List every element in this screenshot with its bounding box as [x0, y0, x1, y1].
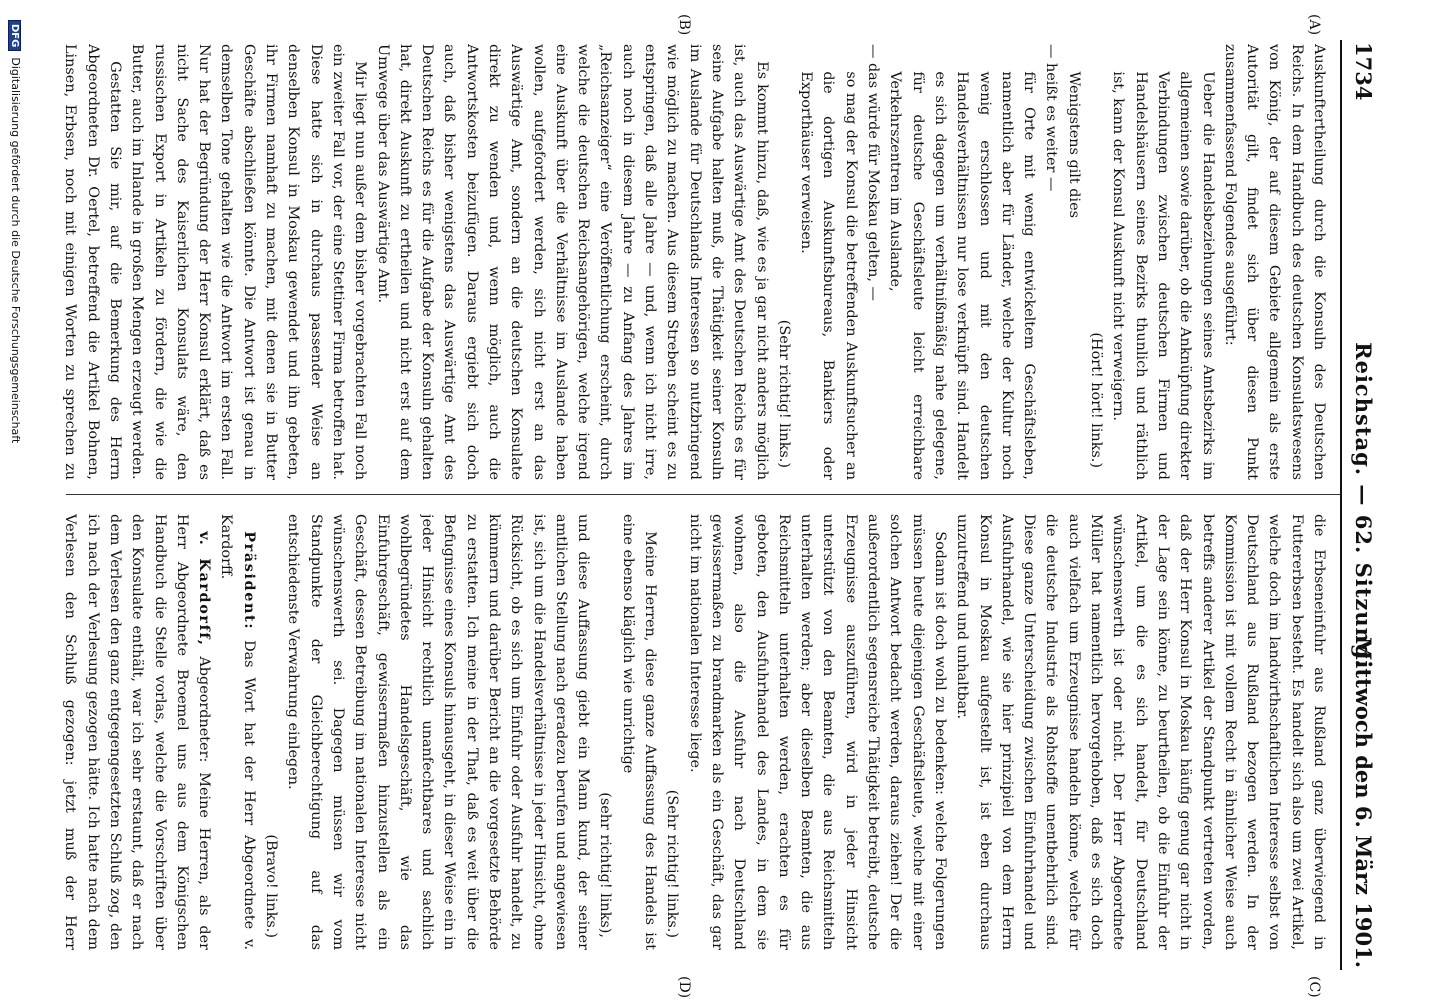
- right-column: [60, 514, 1330, 950]
- paragraph: Mir liegt nun außer dem bisher vorgebrachten Fall noch ein zweiter Fall vor, der eine Stettiner Firma betroffen hat. Diese hatte sich in durchaus passender Weise an denselben Konsul in Moskau gewendet und ihn gebeten, ihr Firmen namhaft zu machen, mit denen sie in Butter Geschäfte abschließen könnte. Die Antwort ist genau in demselben Tone gehalten wie die Antwort im ersten Fall. Nur hat der Begründung der Herr Konsul erklärt, daß es nicht Sache des Kaiserlichen Konsulats wäre, den russischen Export in Artikeln zu fördern, die wie die Butter, auch im Inlande in großen Mengen erzeugt werden.: [129, 44, 369, 480]
- speaker-role: Abgeordneter:: [196, 656, 213, 763]
- paragraph: und diese Auffassung giebt ein Mann kund, der seiner amtlichen Stellung nach geradezu berufen und angewiesen ist, sich um die Handelsverhältnisse in jeder Hinsicht, ohne Rücksicht, ob es sich um Einfuhr oder Ausfuhr handelt, zu kümmern und darüber Bericht an die vorgesetzte Behörde zu erstatten. Ich meine in der That, daß es weit über die Befugnisse eines Konsuls hinausgeht, in dieser Weise ein in jeder Hinsicht rechtlich unanfechtbares und sachlich wohlbegründetes Handelsgeschäft, wie das Einfuhrgeschäft, gewissermaßen hinzustellen als ein Geschäft, dessen Betreibung im nationalen Interesse nicht wünschenswerth sei. Dagegen müssen wir vom Standpunkte der Gleichberechtigung auf das entschiedenste Verwahrung einlegen.: [285, 514, 592, 950]
- page-header: [1348, 42, 1376, 968]
- paragraph: Es kommt hinzu, daß, wie es ja gar nicht anders möglich ist, auch das Auswärtige Amt des Deutschen Reichs es für seine Aufgabe halten muß, die Thätigkeit seiner Konsuln im Auslande für Deutschlands Interessen so nutzbringend wie möglich zu machen. Aus diesem Streben scheint es zu entspringen, daß alle Jahre — und, wenn ich nicht irre, auch noch in diesem Jahre — zu Anfang des Jahres im „Reichsanzeiger“ eine Veröffentlichung erscheint, durch welche die deutschen Reichsangehörigen, welche irgend eine Auskunft über die Verhältnisse im Auslande haben wollen, aufgefordert werden, sich nicht erst an das Auswärtige Amt, sondern an die deutschen Konsulate direkt zu wenden und, wenn möglich, auch die Antwortskosten beizufügen. Daraus ergiebt sich doch auch, daß bisher wenigstens das Auswärtige Amt des Deutschen Reichs es für die Aufgabe der Konsuln gehalten hat, direkt Auskunft zu ertheilen und nicht erst auf dem Umwege über das Auswärtige Amt.: [374, 44, 770, 480]
- interjection: (Sehr richtig! links.): [775, 319, 792, 468]
- speech-text: Meine Herren, als der Herr Abgeordnete Broemel uns aus dem Königschen Handbuch die Stelle vorlas, welche die Vorschriften über den Konsulate enthält, war ich sehr erstaunt, daß er nach dem Verlesen den ganz entgegengesetzten Schluß zog, den ich nach der Verlesung gezogen hätte. Ich hatte nach dem Verlesen den Schluß gezogen: jetzt muß der Herr: [62, 514, 213, 950]
- digitization-credit: [8, 20, 22, 443]
- dash-insert: — heißt es weiter —: [1043, 44, 1060, 192]
- speaker-name: Präsident:: [240, 531, 258, 631]
- credit-text: Digitalisierung gefördert durch die Deutsche Forschungsgemeinschaft: [9, 57, 22, 444]
- interjection: (Sehr richtig! links.): [664, 789, 681, 938]
- margin-marker-d: (D): [676, 976, 692, 999]
- speaker-name: v. Kardorff,: [196, 531, 214, 647]
- paragraph: Auskunftertheilung durch die Konsuln des Deutschen Reichs. In dem Handbuch des deutschen Konsulatswesens von König, der auf diesem Gebiete allgemein als erste Autorität gilt, findet sich über diesen Punkt zusammenfassend Folgendes ausgeführt:: [1221, 44, 1327, 480]
- session-date: Mittwoch den 6. März 1901.: [1351, 637, 1376, 968]
- quotation: so mag der Konsul die betreffenden Auskunftsucher an die dortigen Auskunftsbureaus, Bankiers oder Exporthäuser verweisen.: [798, 71, 859, 480]
- header-rule: [1340, 40, 1342, 970]
- margin-marker-a: (A): [1306, 14, 1322, 36]
- quotation: Wenigstens gilt dies: [1065, 71, 1082, 218]
- interjection: (Bravo! links.): [263, 834, 280, 938]
- column-divider: [66, 494, 1340, 495]
- dfg-logo: DFG: [8, 20, 21, 51]
- interjection: (Hört! hört! links.): [1088, 332, 1105, 468]
- speaker-turn: [60, 514, 215, 950]
- dash-insert: — das würde für Moskau gelten, —: [865, 44, 882, 301]
- paragraph: Gestatten Sie mir, auf die Bemerkung des Herrn Abgeordneten Dr. Oertel, betreffend die Artikel Bohnen, Linsen, Erbsen, noch mit einigen Worten zu sprechen zu: [62, 44, 123, 480]
- margin-marker-b: (B): [676, 14, 692, 36]
- paragraph: die Erbseneinfuhr aus Rußland ganz überwiegend in Futtererbsen besteht. Es handelt sich also um zwei Artikel, welche doch im landwirthschaftlichen Interesse selbst von Deutschland aus Rußland bezogen werden. In der Kommission ist mit vollem Recht in ähnlicher Weise auch betreffs anderer Artikel der Standpunkt vertreten worden, daß der Herr Konsul in Moskau häufig genug gar nicht in der Lage sein könne, zu beurtheilen, ob die Einfuhr der Artikel, um die es sich handelt, für Deutschland wünschenswerth ist oder nicht. Der Herr Abgeordnete Müller hat namentlich hervorgehoben, daß es sich doch auch vielfach um Erzeugnisse handeln könne, welche für die deutsche Industrie als Rohstoffe unentbehrlich sind. Diese ganze Unterscheidung zwischen Einfuhrhandel und Ausfuhrhandel, wie sie hier prinzipiell von dem Herrn Konsul in Moskau aufgestellt ist, ist eben durchaus unzutreffend und unhaltbar.: [954, 514, 1327, 950]
- margin-marker-c: (C): [1306, 976, 1322, 998]
- paragraph: Meine Herren, diese ganze Auffassung des Handels ist eine ebenso kläglich wie unrichtige: [619, 514, 659, 950]
- quotation: Ueber die Handelsbeziehungen seines Amtsbezirks im allgemeinen sowie darüber, ob die Anknüpfung direkter Verbindungen zwischen deutschen Firmen und Handelshäusern seines Bezirks thunlich und räthlich ist, kann der Konsul Auskunft nicht verweigern.: [1110, 71, 1216, 480]
- interjection: (sehr richtig! links),: [597, 792, 614, 938]
- speaker-turn: [215, 514, 260, 950]
- left-column: [60, 44, 1330, 480]
- quotation: für Orte mit wenig entwickeltem Geschäftsleben, namentlich aber für Länder, welche der Kultur noch wenig erschlossen und mit den deutschen Handelsverhältnissen nur lose verknüpft sind. Handelt es sich dagegen um verhältnißmäßig nahe gelegene, für deutsche Geschäftsleute leicht erreichbare Verkehrszentren im Auslande,: [887, 71, 1038, 480]
- paragraph: Sodann ist doch wohl zu bedenken: welche Folgerungen müssen heute diejenigen Geschäftsleute, welche mit einer solchen Antwort bedacht werden, daraus ziehen! Der die außerordentlich segensreiche Thätigkeit betreibt, deutsche Erzeugnisse auszuführen, wird in jeder Hinsicht unterstützt von den Beamten, die aus Reichsmitteln unterhalten werden; aber dieselben Beamten, die aus Reichsmitteln unterhalten werden, erachten es für geboten, den Ausfuhrhandel des Landes, in dem sie wohnen, also die Ausfuhr nach Deutschland gewissermaßen zu brandmarken als ein Geschäft, das gar nicht im nationalen Interesse liege.: [686, 514, 948, 950]
- running-title: Reichstag. — 62. Sitzung.: [1351, 342, 1376, 668]
- page-number: 1734: [1351, 42, 1376, 101]
- speech-text: Das Wort hat der Herr Abgeordnete v. Kardorff.: [218, 514, 257, 950]
